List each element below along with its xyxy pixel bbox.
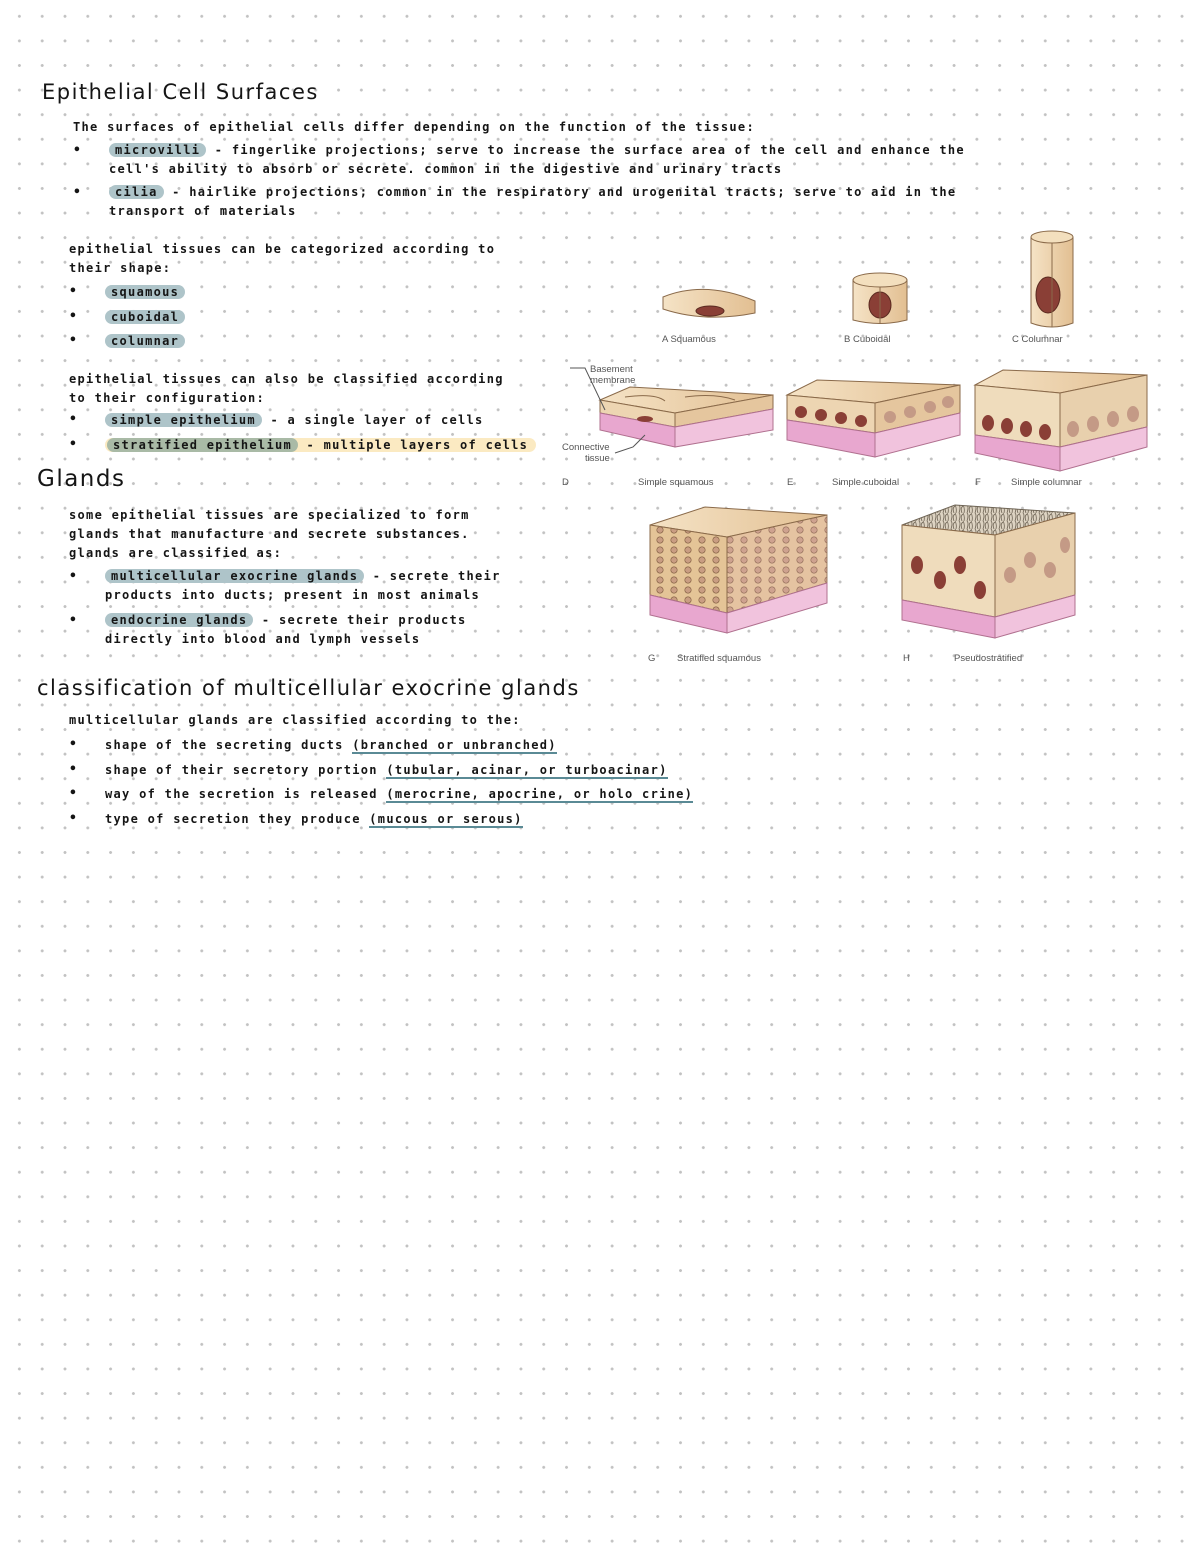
glands-intro: some epithelial tissues are specialized to form glands that manufacture and secrete substances. glands are classified as: xyxy=(69,508,470,560)
shape-intro: epithelial tissues can be categorized according to their shape: xyxy=(69,242,496,275)
configuration-list xyxy=(69,408,539,457)
term-description: - a single layer of cells xyxy=(261,413,484,427)
surfaces-intro: The surfaces of epithelial cells differ depending on the function of the tissue: xyxy=(73,120,755,134)
term-highlight: stratified epithelium xyxy=(107,438,298,452)
section-title-surfaces: Epithelial Cell Surfaces xyxy=(42,80,319,104)
list-item xyxy=(69,733,829,758)
term-description: - fingerlike projections; serve to increase the surface area of the cell and enhance the cell's ability to absorb or secrete. common in the digestive and urinary tracts xyxy=(109,143,965,176)
label-basement-2: membrane xyxy=(590,375,636,386)
surfaces-list xyxy=(73,141,993,221)
list-item xyxy=(69,433,539,458)
columnar-cell-illustration xyxy=(1031,231,1073,327)
list-item xyxy=(69,807,829,832)
term-highlight: cilia xyxy=(109,185,164,199)
label-d: Simple squamous xyxy=(638,477,714,488)
list-item xyxy=(69,567,524,605)
term-description: - multiple layers of cells xyxy=(298,437,529,452)
underlined-term: (tubular, acinar, or turboacinar) xyxy=(386,762,668,777)
term-highlight: simple epithelium xyxy=(105,413,262,427)
simple-squamous-illustration xyxy=(600,387,773,447)
label-f: Simple columnar xyxy=(1011,477,1082,488)
list-item xyxy=(73,183,993,221)
label-e: Simple cuboidal xyxy=(832,477,900,488)
term-highlight: squamous xyxy=(105,285,185,299)
section-title-classification: classification of multicellular exocrine glands xyxy=(37,676,580,700)
label-connective-2: tissue xyxy=(585,453,610,464)
term-description: - hairlike projections; common in the respiratory and urogenital tracts; serve to aid in the transport of materials xyxy=(109,185,957,218)
term-highlight: columnar xyxy=(105,334,185,348)
list-item xyxy=(69,329,369,354)
cuboidal-cell-illustration xyxy=(853,273,907,324)
term-highlight: endocrine glands xyxy=(105,613,253,627)
label-g: Stratified squamous xyxy=(677,653,761,664)
label-basement-1: Basement xyxy=(590,364,633,375)
term-description: - secrete their products into ducts; present in most animals xyxy=(105,569,501,602)
list-item xyxy=(73,141,993,179)
item-text: shape of their secretory portion xyxy=(105,762,387,777)
stratified-squamous-illustration xyxy=(650,507,827,633)
term-highlight: microvilli xyxy=(109,143,206,157)
item-text: shape of the secreting ducts xyxy=(105,738,353,752)
simple-cuboidal-illustration xyxy=(787,380,960,457)
simple-columnar-illustration xyxy=(975,370,1147,471)
term-description: - secrete their products directly into blood and lymph vessels xyxy=(105,613,467,646)
pseudostratified-illustration xyxy=(902,505,1075,638)
label-b: B Cuboidal xyxy=(844,334,891,345)
shape-list xyxy=(69,280,369,354)
term-highlight: cuboidal xyxy=(105,310,185,324)
underlined-term: (mucous or serous) xyxy=(369,811,523,826)
label-d-letter: D xyxy=(562,477,569,488)
label-e-letter: E xyxy=(787,477,794,488)
label-connective-1: Connective xyxy=(562,442,610,453)
underlined-term: (branched or unbranched) xyxy=(352,738,557,752)
item-text: way of the secretion is released xyxy=(105,787,387,801)
term-highlight: multicellular exocrine glands xyxy=(105,569,364,583)
list-item xyxy=(69,280,369,305)
underlined-term: (merocrine, apocrine, or holo crine) xyxy=(386,787,694,801)
list-item xyxy=(69,782,829,807)
list-item xyxy=(69,305,369,330)
label-h: Pseudostratified xyxy=(954,653,1023,664)
classification-intro: multicellular glands are classified according to the: xyxy=(69,713,521,727)
configuration-intro: epithelial tissues can also be classified according to their configuration: xyxy=(69,372,504,405)
list-item xyxy=(69,758,829,783)
classification-list xyxy=(69,733,829,831)
label-a: A Squamous xyxy=(662,334,716,345)
label-c: C Columnar xyxy=(1012,334,1063,345)
label-g-letter: G xyxy=(648,653,656,664)
label-h-letter: H xyxy=(903,653,910,664)
item-text: type of secretion they produce xyxy=(105,811,370,826)
highlight-wrap xyxy=(105,438,536,452)
label-f-letter: F xyxy=(975,477,981,488)
squamous-cell-illustration xyxy=(663,289,755,317)
list-item xyxy=(69,408,539,433)
epithelium-figure xyxy=(555,225,1155,675)
section-title-glands: Glands xyxy=(37,466,126,492)
glands-list xyxy=(69,567,524,649)
list-item xyxy=(69,611,524,649)
